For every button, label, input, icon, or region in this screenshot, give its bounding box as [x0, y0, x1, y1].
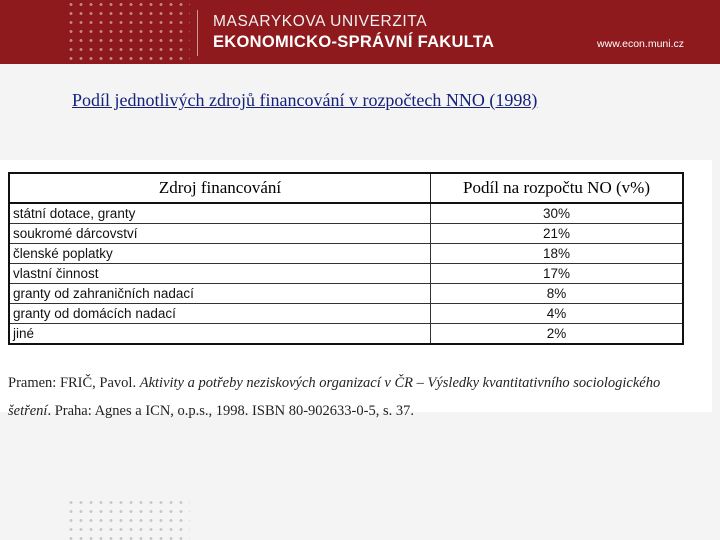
page-title: Podíl jednotlivých zdrojů financování v rozpočtech NNO (1998)	[72, 90, 538, 110]
share-cell: 2%	[431, 324, 684, 345]
scanned-table-area	[0, 160, 712, 419]
table-row	[9, 324, 683, 345]
share-cell: 8%	[431, 284, 684, 304]
citation-prefix: Pramen: FRIČ, Pavol.	[8, 374, 140, 391]
share-cell: 4%	[431, 304, 684, 324]
university-name: MASARYKOVA UNIVERZITA	[213, 13, 428, 30]
website-link[interactable]: www.econ.muni.cz	[597, 38, 684, 50]
column-header-source: Zdroj financování	[9, 173, 431, 203]
footer-dot-pattern	[66, 498, 190, 540]
share-cell: 21%	[431, 224, 684, 244]
source-cell: státní dotace, granty	[9, 203, 431, 224]
table-row	[9, 304, 683, 324]
table-header-row	[9, 173, 683, 203]
table-row	[9, 284, 683, 304]
share-cell: 17%	[431, 264, 684, 284]
header-banner	[0, 0, 720, 64]
source-cell: členské poplatky	[9, 244, 431, 264]
logo-dot-pattern	[66, 0, 190, 64]
table-row	[9, 203, 683, 224]
share-cell: 30%	[431, 203, 684, 224]
source-cell: jiné	[9, 324, 431, 345]
header-divider	[197, 10, 198, 56]
citation-title: Aktivity a potřeby neziskových organizací v ČR – Výsledky kvantitativního sociologického šetření	[8, 374, 661, 419]
share-cell: 18%	[431, 244, 684, 264]
source-cell: soukromé dárcovství	[9, 224, 431, 244]
citation-suffix: . Praha: Agnes a ICN, o.p.s., 1998. ISBN 80-902633-0-5, s. 37.	[47, 402, 414, 419]
table-row	[9, 264, 683, 284]
source-cell: granty od zahraničních nadací	[9, 284, 431, 304]
column-header-share: Podíl na rozpočtu NO (v%)	[431, 173, 684, 203]
source-citation	[8, 369, 698, 425]
source-cell: granty od domácích nadací	[9, 304, 431, 324]
table-row	[9, 224, 683, 244]
source-cell: vlastní činnost	[9, 264, 431, 284]
faculty-name: EKONOMICKO-SPRÁVNÍ FAKULTA	[213, 33, 495, 51]
table-row	[9, 244, 683, 264]
funding-table	[8, 172, 684, 345]
